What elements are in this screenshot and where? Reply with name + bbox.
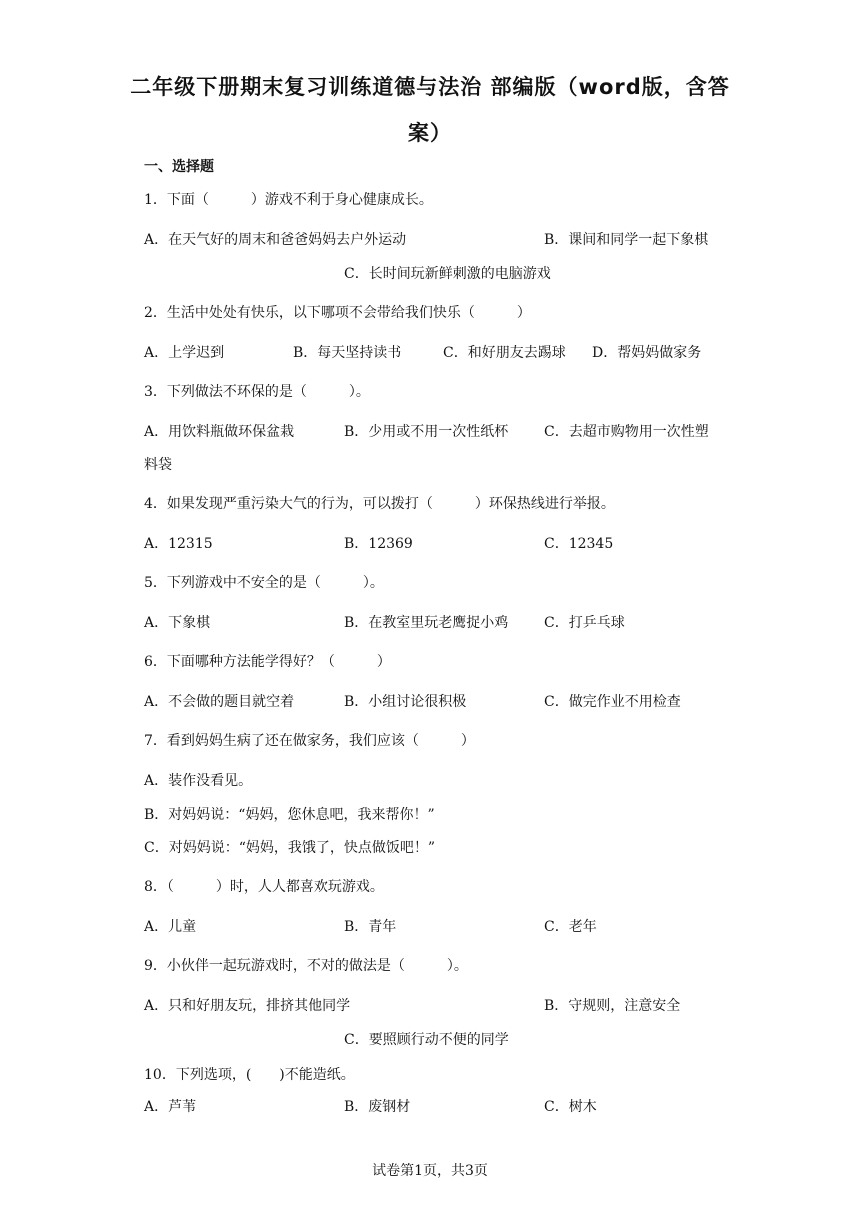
option-c: C．做完作业不用检查 <box>544 694 681 710</box>
question-stem: 1．下面（ ）游戏不利于身心健康成长。 <box>144 192 433 208</box>
question-stem: 4．如果发现严重污染大气的行为，可以拨打（ ）环保热线进行举报。 <box>144 496 615 512</box>
option-c: C．树木 <box>544 1099 597 1115</box>
option-a: A．只和好朋友玩，排挤其他同学 <box>144 998 351 1014</box>
option-b: B．少用或不用一次性纸杯 <box>344 424 509 440</box>
option-c: C．去超市购物用一次性塑 <box>544 424 709 440</box>
option-c: C．长时间玩新鲜刺激的电脑游戏 <box>344 266 551 282</box>
option-b: B．对妈妈说：“妈妈，您休息吧，我来帮你！” <box>144 807 435 823</box>
question-stem: 8．（ ）时，人人都喜欢玩游戏。 <box>144 879 384 895</box>
option-a: A．下象棋 <box>144 615 211 631</box>
question-stem: 7．看到妈妈生病了还在做家务，我们应该（ ） <box>144 733 475 749</box>
option-a: A．芦苇 <box>144 1099 197 1115</box>
question-stem: 3．下列做法不环保的是（ ）。 <box>144 384 370 400</box>
option-b: B．小组讨论很积极 <box>344 694 467 710</box>
option-c: C．老年 <box>544 919 597 935</box>
title-line-1: 二年级下册期末复习训练道德与法治 部编版（word版，含答 <box>130 75 730 99</box>
option-a: A．12315 <box>144 536 213 552</box>
option-c: C．12345 <box>544 536 614 552</box>
option-b: B．12369 <box>344 536 413 552</box>
option-a: A．在天气好的周末和爸爸妈妈去户外运动 <box>144 232 407 248</box>
option-c: C．要照顾行动不便的同学 <box>344 1032 509 1048</box>
option-c: C．对妈妈说：“妈妈，我饿了，快点做饭吧！” <box>144 840 436 856</box>
option-a: A．用饮料瓶做环保盆栽 <box>144 424 295 440</box>
option-a: A．装作没看见。 <box>144 773 253 789</box>
question-stem: 5．下列游戏中不安全的是（ ）。 <box>144 575 384 591</box>
option-a: A．上学迟到 <box>144 345 225 361</box>
option-c: C．打乒乓球 <box>544 615 625 631</box>
option-c: C．和好朋友去踢球 <box>443 345 566 361</box>
option-b: B．守规则，注意安全 <box>544 998 681 1014</box>
question-stem: 6．下面哪种方法能学得好？（ ） <box>144 654 391 670</box>
option-b: B．废钢材 <box>344 1099 411 1115</box>
option-a: A．不会做的题目就空着 <box>144 694 295 710</box>
title-line-2: 案） <box>408 121 452 145</box>
question-stem: 9．小伙伴一起玩游戏时，不对的做法是（ ）。 <box>144 958 468 974</box>
option-a: A．儿童 <box>144 919 197 935</box>
question-stem: 2．生活中处处有快乐，以下哪项不会带给我们快乐（ ） <box>144 305 531 321</box>
option-b: B．每天坚持读书 <box>293 345 402 361</box>
option-b: B．在教室里玩老鹰捉小鸡 <box>344 615 509 631</box>
option-c-continued: 料袋 <box>144 457 172 473</box>
section-heading: 一、选择题 <box>144 159 214 175</box>
option-b: B．课间和同学一起下象棋 <box>544 232 709 248</box>
question-stem: 10．下列选项，( )不能造纸。 <box>144 1067 355 1083</box>
option-d: D．帮妈妈做家务 <box>592 345 702 361</box>
page-footer: 试卷第1页，共3页 <box>372 1163 488 1179</box>
option-b: B．青年 <box>344 919 397 935</box>
